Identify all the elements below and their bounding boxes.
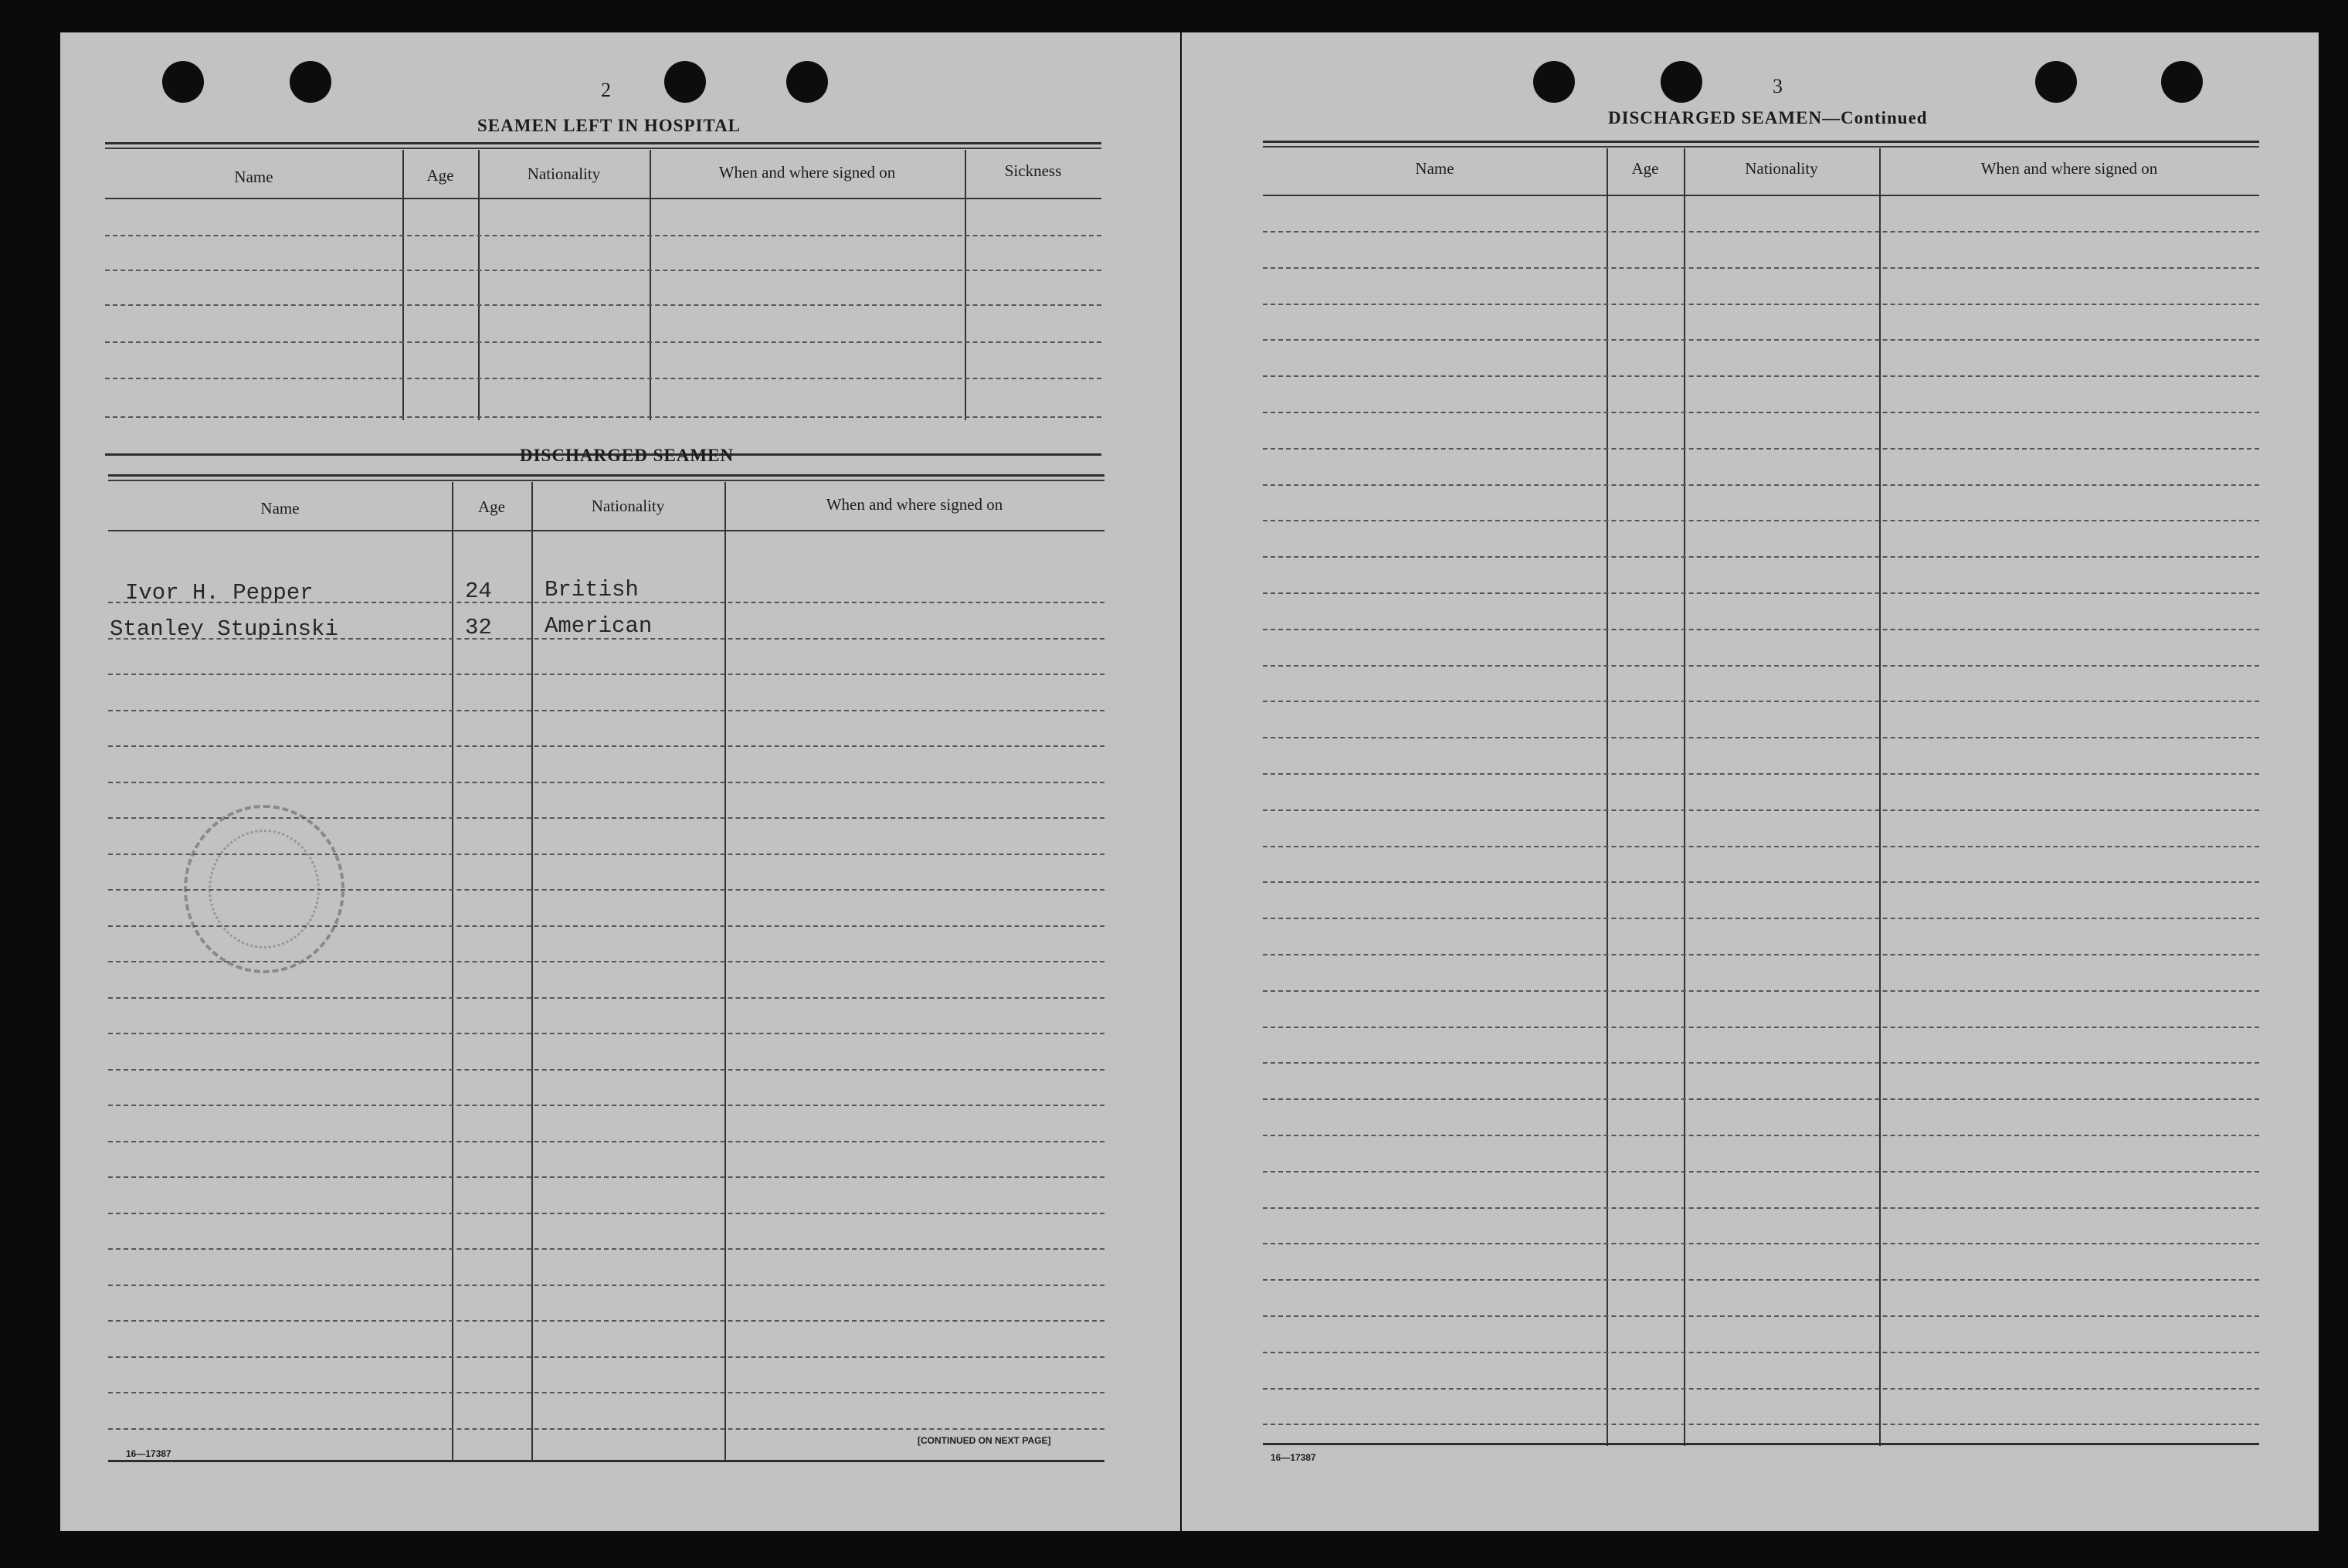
table-row (1263, 881, 2259, 883)
table-row (105, 378, 1101, 379)
column-divider (1684, 148, 1685, 1446)
table-row (1263, 701, 2259, 702)
table-row (1263, 629, 2259, 630)
entry-name: Stanley Stupinski (110, 616, 338, 642)
column-divider (531, 482, 533, 1460)
table-row (105, 341, 1101, 343)
column-header-nationality: Nationality (591, 497, 665, 515)
table-row (108, 638, 1104, 640)
table-row (1263, 1315, 2259, 1317)
column-divider (452, 482, 453, 1460)
punch-hole (162, 61, 204, 103)
table-row (1263, 448, 2259, 450)
table-row (105, 235, 1101, 236)
page-number: 3 (1773, 75, 1783, 97)
table-row (1263, 1027, 2259, 1028)
punch-hole (664, 61, 706, 103)
table-row (105, 304, 1101, 306)
column-header-sickness: Sickness (1004, 161, 1062, 180)
table-row (1263, 846, 2259, 847)
table-row (108, 1213, 1104, 1214)
column-divider (965, 150, 966, 420)
entry-nationality: American (545, 613, 653, 639)
hospital-table (105, 142, 1101, 457)
table-row (1263, 1352, 2259, 1353)
hospital-section-title: SEAMEN LEFT IN HOSPITAL (477, 116, 741, 135)
table-row (1263, 375, 2259, 377)
column-divider (478, 150, 480, 420)
table-row (108, 674, 1104, 675)
column-divider (1879, 148, 1881, 1446)
left-page (60, 32, 1180, 1531)
table-row (108, 1428, 1104, 1430)
punch-hole (290, 61, 331, 103)
discharged-continued-title: DISCHARGED SEAMEN—Continued (1608, 108, 1928, 127)
form-number: 16—17387 (1271, 1452, 1316, 1463)
table-top-rule (108, 474, 1104, 481)
entry-nationality: British (545, 577, 639, 602)
table-row (108, 782, 1104, 783)
column-header-signed-on: When and where signed on (1980, 159, 2158, 178)
table-top-rule (105, 142, 1101, 149)
column-header-name: Name (234, 168, 273, 186)
table-row (1263, 737, 2259, 738)
column-header-signed-on: When and where signed on (826, 495, 1003, 514)
table-row (1263, 412, 2259, 413)
faded-official-stamp (184, 805, 344, 973)
table-row (1263, 1279, 2259, 1281)
discharged-section-title: DISCHARGED SEAMEN (520, 446, 735, 465)
punch-hole (2161, 61, 2203, 103)
continued-table (1263, 141, 2259, 1446)
table-row (108, 1285, 1104, 1286)
table-row (1263, 954, 2259, 955)
column-header-signed-on: When and where signed on (718, 163, 896, 182)
continued-note: [CONTINUED ON NEXT PAGE] (918, 1435, 1051, 1446)
table-row (108, 1069, 1104, 1071)
table-row (108, 1141, 1104, 1142)
column-divider (402, 150, 404, 420)
table-row (1263, 556, 2259, 558)
punch-hole (786, 61, 828, 103)
table-row (108, 710, 1104, 711)
header-rule (108, 530, 1104, 531)
table-row (1263, 1135, 2259, 1136)
column-header-age: Age (478, 497, 505, 516)
table-row (108, 1033, 1104, 1034)
table-row (1263, 484, 2259, 486)
table-row (1263, 304, 2259, 305)
punch-hole (2035, 61, 2077, 103)
punch-hole (1533, 61, 1575, 103)
header-rule (105, 198, 1101, 199)
table-row (1263, 520, 2259, 521)
table-row (1263, 1098, 2259, 1100)
page-number: 2 (601, 79, 611, 101)
header-rule (1263, 195, 2259, 196)
table-top-rule (1263, 141, 2259, 148)
column-divider (650, 150, 651, 420)
table-row (1263, 231, 2259, 232)
entry-age: 32 (465, 615, 492, 640)
table-row (108, 1248, 1104, 1250)
table-row (1263, 1171, 2259, 1173)
table-row (1263, 1424, 2259, 1425)
table-row (108, 997, 1104, 999)
table-row (108, 1392, 1104, 1393)
table-row (108, 1176, 1104, 1178)
entry-name: Ivor H. Pepper (125, 580, 314, 606)
table-row (1263, 1062, 2259, 1064)
table-row (108, 602, 1104, 603)
table-row (105, 270, 1101, 271)
table-row (1263, 990, 2259, 992)
right-page (1182, 32, 2319, 1531)
table-row (1263, 773, 2259, 775)
form-number: 16—17387 (126, 1448, 171, 1459)
table-row (1263, 918, 2259, 919)
table-row (1263, 809, 2259, 811)
table-row (1263, 1207, 2259, 1209)
column-header-age: Age (426, 166, 454, 185)
table-row (1263, 665, 2259, 667)
table-row (108, 1105, 1104, 1106)
table-row (108, 1320, 1104, 1322)
table-row (108, 1356, 1104, 1358)
table-row (108, 745, 1104, 747)
table-row (1263, 339, 2259, 341)
entry-age: 24 (465, 579, 492, 604)
column-header-name: Name (260, 499, 300, 518)
punch-hole (1661, 61, 1702, 103)
table-row (1263, 1388, 2259, 1390)
column-header-age: Age (1631, 159, 1659, 178)
column-header-nationality: Nationality (527, 165, 601, 183)
table-row (1263, 267, 2259, 269)
column-divider (1607, 148, 1608, 1446)
table-row (1263, 1243, 2259, 1244)
column-header-nationality: Nationality (1745, 159, 1818, 178)
column-divider (724, 482, 726, 1460)
table-row (1263, 592, 2259, 594)
column-header-name: Name (1415, 159, 1454, 178)
table-bottom-rule (1263, 1443, 2259, 1445)
table-bottom-rule (108, 1460, 1104, 1462)
table-row (105, 416, 1101, 418)
